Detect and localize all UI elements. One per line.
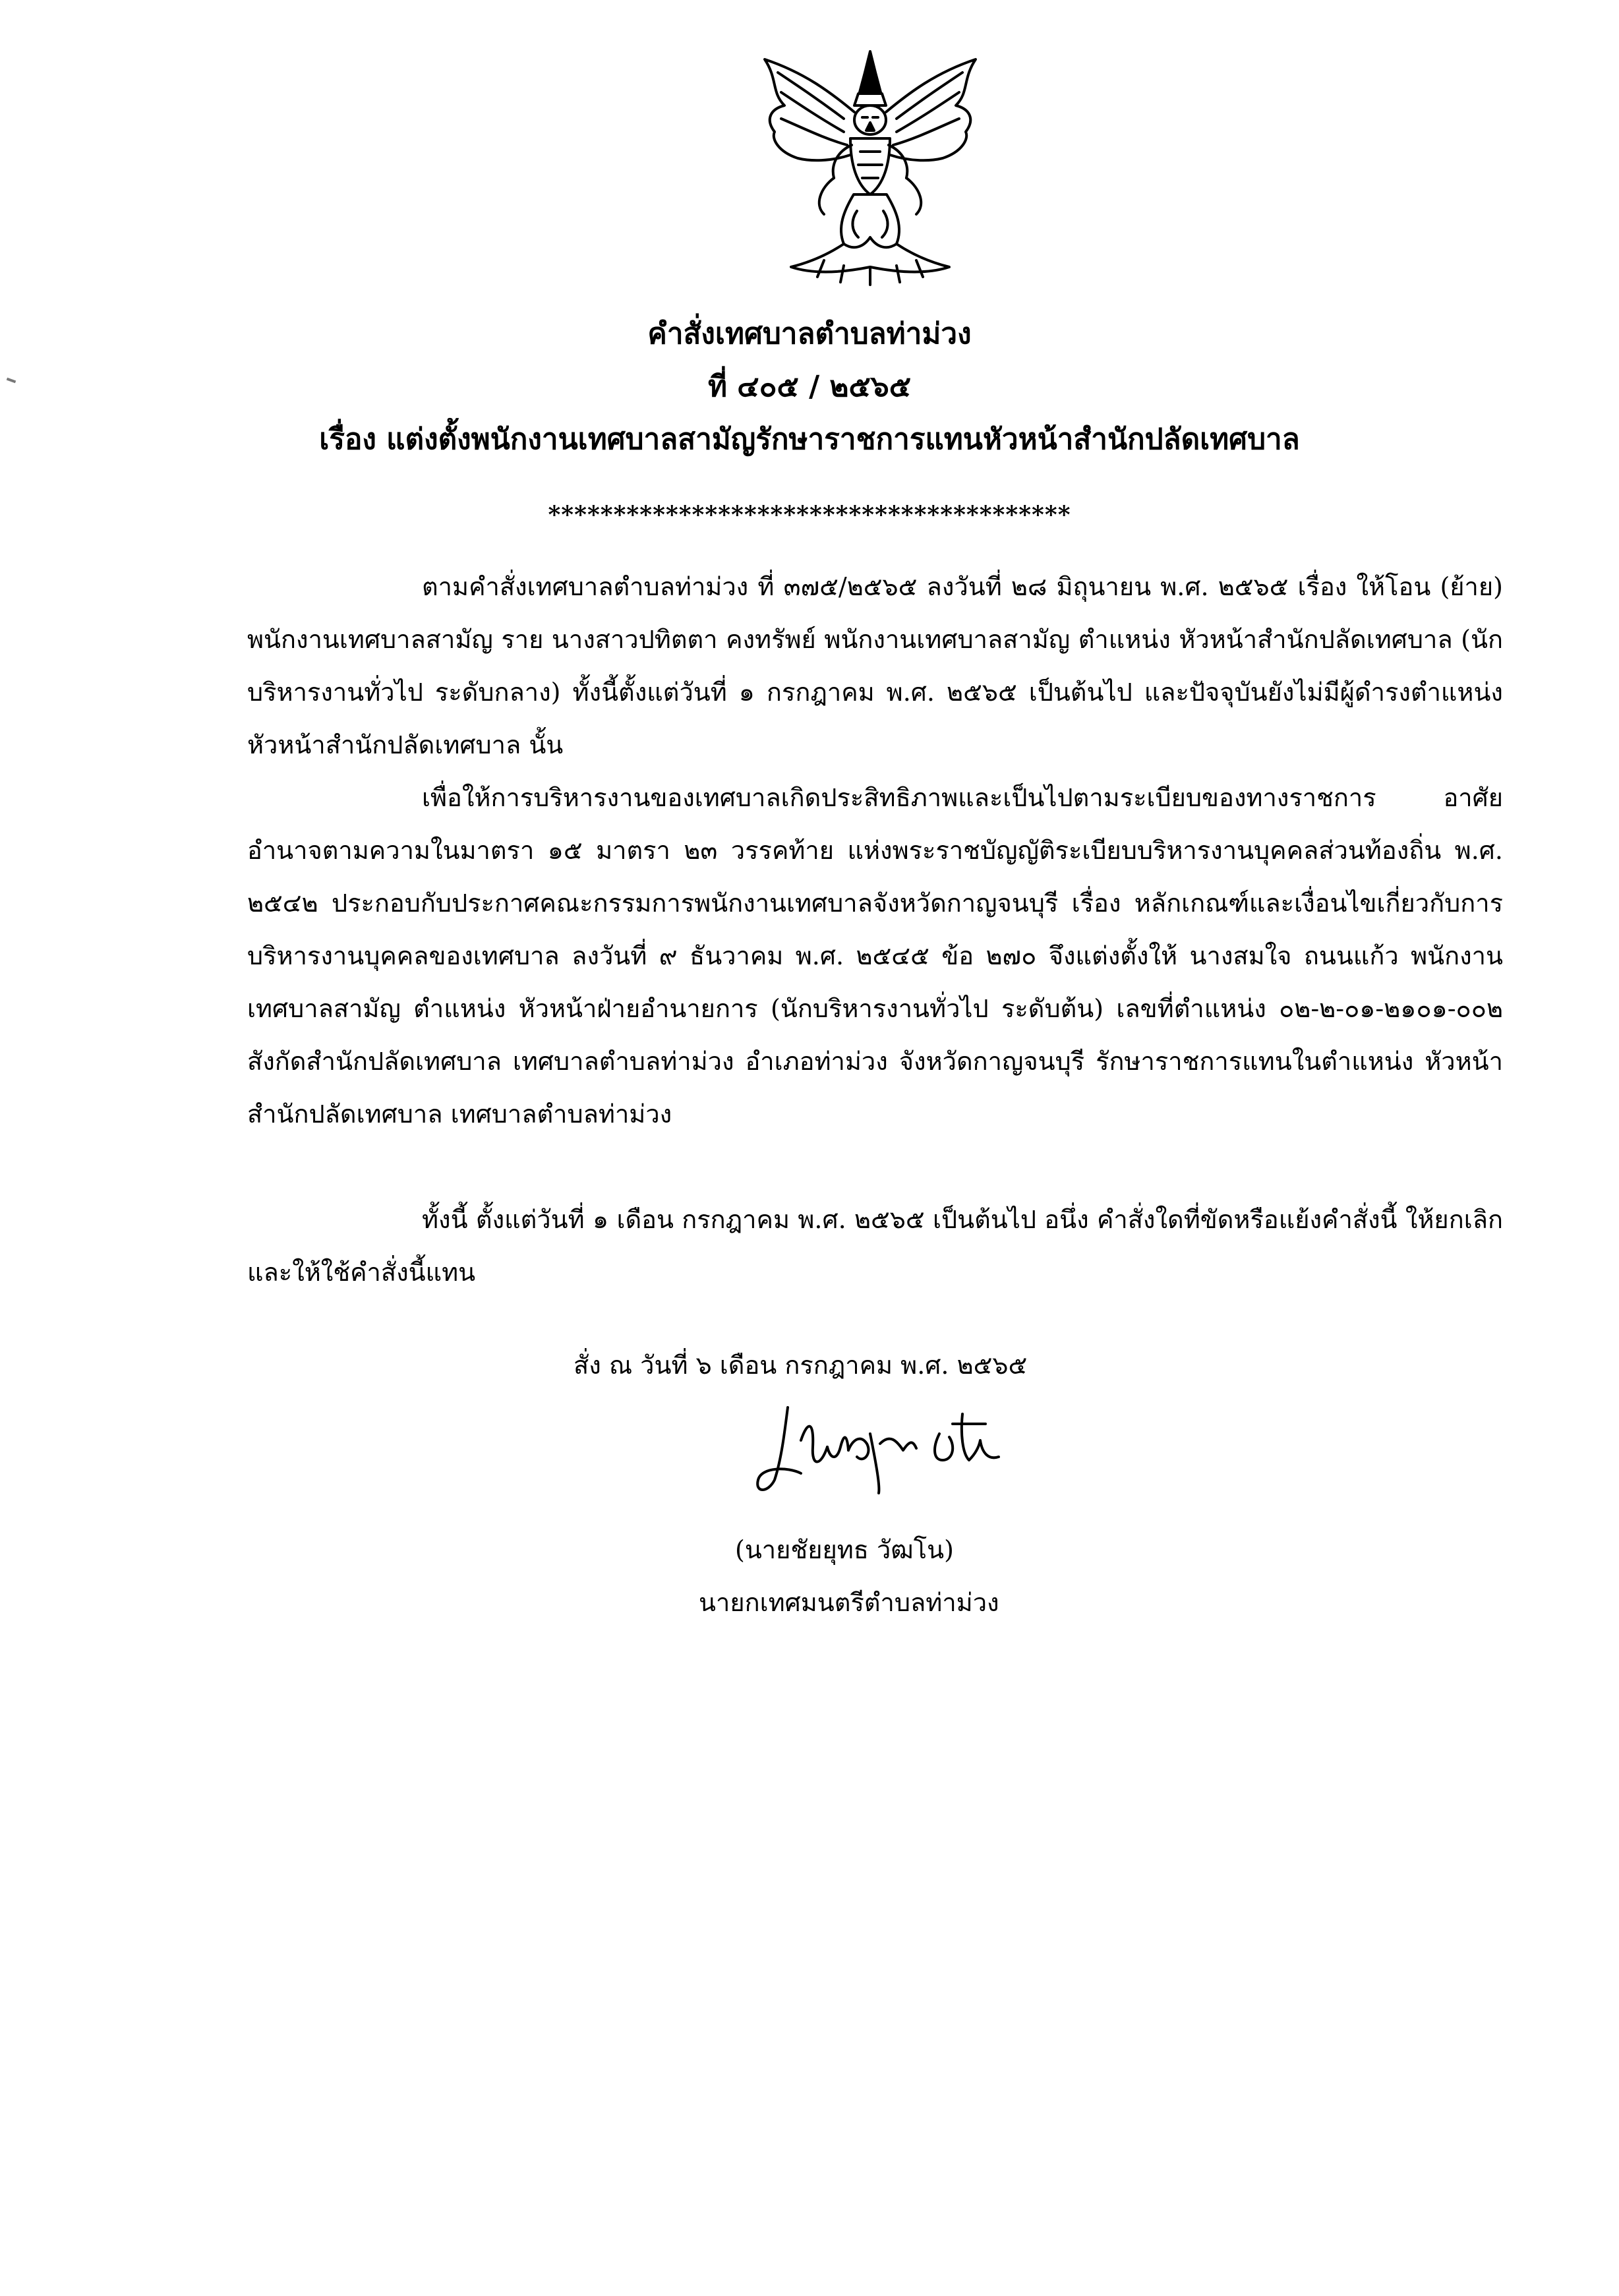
- signer-title: นายกเทศมนตรีตำบลท่าม่วง: [699, 1588, 999, 1617]
- order-subject: เรื่อง แต่งตั้งพนักงานเทศบาลสามัญรักษาราชการแทนหัวหน้าสำนักปลัดเทศบาล: [319, 423, 1300, 456]
- paragraph-appointment: [247, 771, 1503, 1140]
- garuda-emblem-icon: [745, 46, 995, 290]
- paragraph-text: ทั้งนี้ ตั้งแต่วันที่ ๑ เดือน กรกฎาคม พ.ศ. ๒๕๖๕ เป็นต้นไป อนึ่ง คำสั่งใดที่ขัดหรือแย้งคำสั่งนี้ ให้ยกเลิกและให้ใช้คำสั่งนี้แทน: [247, 1205, 1503, 1287]
- signature-icon: [748, 1394, 1025, 1500]
- signer-name: (นายชัยยุทธ วัฒโน): [735, 1535, 954, 1564]
- order-date: สั่ง ณ วันที่ ๖ เดือน กรกฎาคม พ.ศ. ๒๕๖๕: [574, 1351, 1028, 1380]
- paragraph-background: [247, 560, 1503, 771]
- order-title: คำสั่งเทศบาลตำบลท่าม่วง: [647, 317, 972, 351]
- paragraph-text: ตามคำสั่งเทศบาลตำบลท่าม่วง ที่ ๓๗๕/๒๕๖๕ ลงวันที่ ๒๘ มิถุนายน พ.ศ. ๒๕๖๕ เรื่อง ให้โอน (ย้าย) พนักงานเทศบาลสามัญ ราย นางสาวปทิตตา คงทรัพย์ พนักงานเทศบาลสามัญ ตำแหน่ง หัวหน้าสำนักปลัดเทศบาล (นักบริหารงานทั่วไป ระดับกลาง) ทั้งนี้ตั้งแต่วันที่ ๑ กรกฎาคม พ.ศ. ๒๕๖๕ เป็นต้นไป และปัจจุบันยังไม่มีผู้ดำรงตำแหน่ง หัวหน้าสำนักปลัดเทศบาล นั้น: [247, 572, 1503, 759]
- order-number: ที่ ๔๐๕ / ๒๕๖๕: [707, 370, 912, 403]
- separator-line: ****************************************: [548, 501, 1071, 529]
- paragraph-effective: [247, 1193, 1503, 1299]
- paragraph-text: เพื่อให้การบริหารงานของเทศบาลเกิดประสิทธิภาพและเป็นไปตามระเบียบของทางราชการ อาศัยอำนาจตามความในมาตรา ๑๕ มาตรา ๒๓ วรรคท้าย แห่งพระราชบัญญัติระเบียบบริหารงานบุคคลส่วนท้องถิ่น พ.ศ. ๒๕๔๒ ประกอบกับประกาศคณะกรรมการพนักงานเทศบาลจังหวัดกาญจนบุรี เรื่อง หลักเกณฑ์และเงื่อนไขเกี่ยวกับการบริหารงานบุคคลของเทศบาล ลงวันที่ ๙ ธันวาคม พ.ศ. ๒๕๔๕ ข้อ ๒๗๐ จึงแต่งตั้งให้ นางสมใจ ถนนแก้ว พนักงานเทศบาลสามัญ ตำแหน่ง หัวหน้าฝ่ายอำนายการ (นักบริหารงานทั่วไป ระดับต้น) เลขที่ตำแหน่ง ๐๒-๒-๐๑-๒๑๐๑-๐๐๒ สังกัดสำนักปลัดเทศบาล เทศบาลตำบลท่าม่วง อำเภอท่าม่วง จังหวัดกาญจนบุรี รักษาราชการแทนในตำแหน่ง หัวหน้าสำนักปลัดเทศบาล เทศบาลตำบลท่าม่วง: [247, 783, 1503, 1129]
